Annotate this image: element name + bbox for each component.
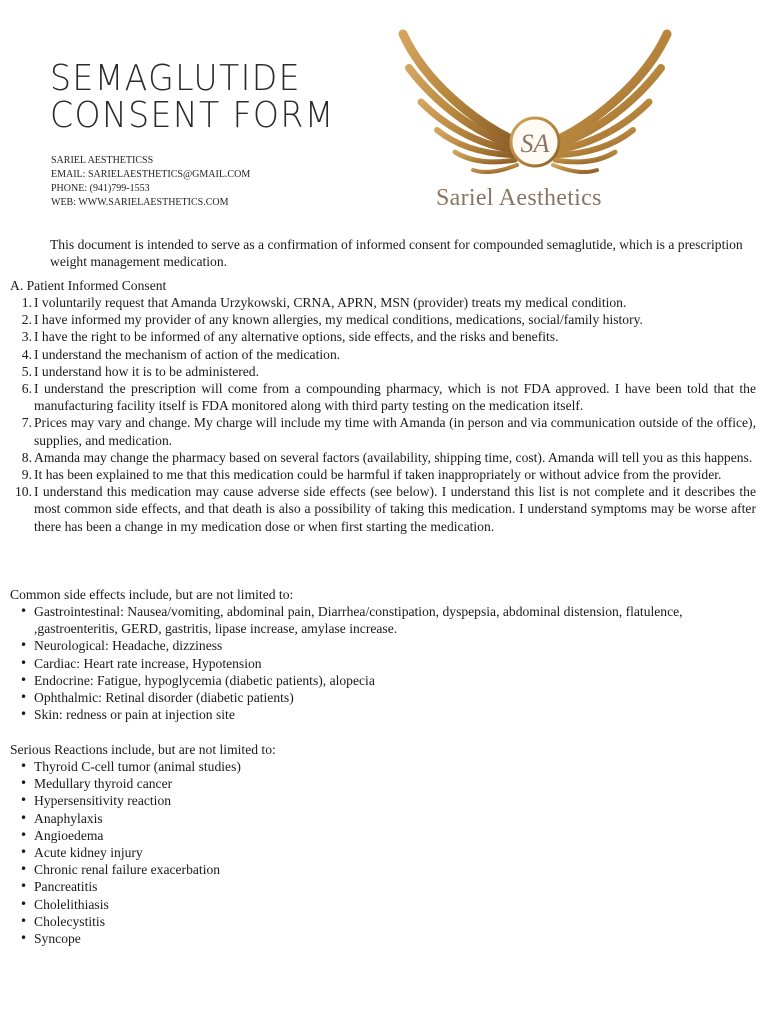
consent-list [10, 294, 756, 535]
list-item: • Syncope [10, 930, 756, 947]
title-line-2: CONSENT FORM [50, 95, 335, 136]
monogram-text: SA [520, 129, 550, 158]
section-a-heading: A. Patient Informed Consent [10, 278, 167, 293]
serious-reactions-list [10, 758, 756, 947]
list-item: • Medullary thyroid cancer [10, 775, 756, 792]
web-line: WEB: WWW.SARIELAESTHETICS.COM [51, 197, 229, 208]
left-wing-icon [403, 34, 517, 172]
list-item: 6. I understand the prescription will come from a compounding pharmacy, which is not FDA approved. I have been told that the manufacturing facility itself is FDA monitored along with third party testing on the medication itself. [21, 381, 756, 414]
list-item: • Skin: redness or pain at injection site [10, 706, 756, 723]
list-item: • Cholecystitis [10, 913, 756, 930]
phone-line: PHONE: (941)799-1553 [51, 183, 150, 194]
list-item: • Gastrointestinal: Nausea/vomiting, abdominal pain, Diarrhea/constipation, dyspepsia, abdominal distension, flatulence, ,gastroenteritis, GERD, gastritis, lipase increase, amylase increase. [10, 603, 756, 637]
list-item: 8. Amanda may change the pharmacy based on several factors (availability, shipping time, cost). Amanda will tell you as this happens. [21, 449, 753, 465]
list-item: • Endocrine: Fatigue, hypoglycemia (diabetic patients), alopecia [10, 672, 756, 689]
list-item: • Pancreatitis [10, 878, 756, 895]
list-item: • Neurological: Headache, dizziness [10, 637, 756, 654]
list-item: 9. It has been explained to me that this medication could be harmful if taken inappropriately or without advice from the provider. [21, 467, 722, 483]
contact-block [51, 154, 250, 210]
list-item: • Ophthalmic: Retinal disorder (diabetic patients) [10, 689, 756, 706]
list-item: 7. Prices may vary and change. My charge will include my time with Amanda (in person and via communication outside of the office), supplies, and medication. [21, 415, 756, 448]
list-item: • Chronic renal failure exacerbation [10, 861, 756, 878]
email-line: EMAIL: SARIELAESTHETICS@GMAIL.COM [51, 169, 251, 180]
common-side-effects-list [10, 603, 756, 723]
list-item: 2. I have informed my provider of any known allergies, my medical conditions, medications, social/family history. [21, 312, 643, 328]
list-item: • Angioedema [10, 827, 756, 844]
brand-name: Sariel Aesthetics [436, 185, 602, 211]
list-item: 1. I voluntarily request that Amanda Urzykowski, CRNA, APRN, MSN (provider) treats my medical condition. [21, 295, 627, 310]
list-item: • Thyroid C-cell tumor (animal studies) [10, 758, 756, 775]
list-item: • Cholelithiasis [10, 896, 756, 913]
list-item: 4. I understand the mechanism of action of the medication. [21, 346, 341, 362]
list-item: • Acute kidney injury [10, 844, 756, 861]
list-item: 5. I understand how it is to be administered. [21, 363, 260, 379]
common-side-effects-heading: Common side effects include, but are not limited to: [10, 587, 294, 602]
list-item: • Cardiac: Heart rate increase, Hypotension [10, 655, 756, 672]
list-item: 10. I understand this medication may cause adverse side effects (see below). I understand this list is not complete and it describes the most common side effects, and that death is also a possibility of taking this medication. I understand symptoms may be worse after there has been a change in my medication dose or when first starting the medication. [15, 484, 756, 534]
list-item: • Hypersensitivity reaction [10, 792, 756, 809]
page-title [50, 60, 335, 134]
intro-paragraph: This document is intended to serve as a confirmation of informed consent for compounded semaglutide, which is a prescription weight management medication. [50, 237, 743, 270]
right-wing-icon [553, 34, 667, 172]
list-item: 3. I have the right to be informed of any alternative options, side effects, and the risks and benefits. [21, 329, 559, 345]
list-item: • Anaphylaxis [10, 810, 756, 827]
serious-reactions-heading: Serious Reactions include, but are not limited to: [10, 742, 276, 757]
business-name: SARIEL AESTHETICSS [51, 155, 154, 166]
title-line-1: SEMAGLUTIDE [50, 58, 301, 99]
